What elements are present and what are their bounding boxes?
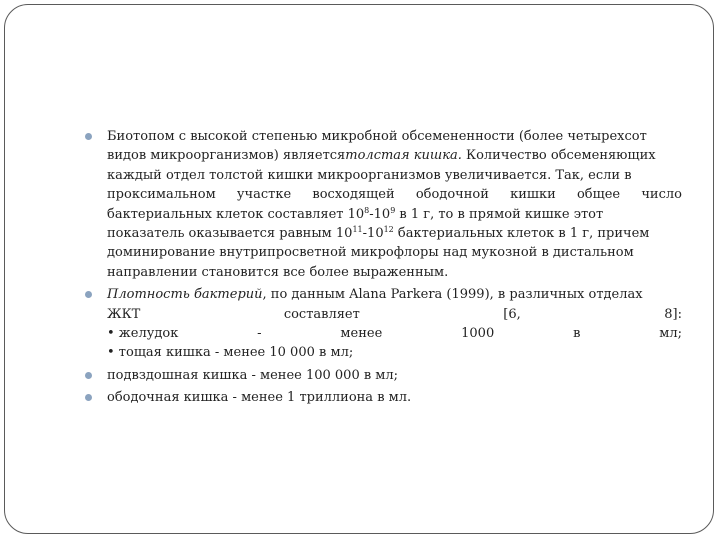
word: мл;	[659, 326, 682, 342]
superscript: 12	[383, 225, 394, 235]
bullet-item-biotope	[85, 127, 682, 282]
text-line: • тощая кишка - менее 10 000 в мл;	[107, 345, 354, 361]
superscript: 11	[352, 225, 363, 235]
word: общее	[576, 187, 621, 203]
text-line-justified	[107, 305, 682, 324]
word: восходящей	[312, 187, 395, 203]
slide-frame	[4, 4, 714, 534]
text-line-justified	[107, 185, 682, 204]
text-line: подвздошная кишка - менее 100 000 в мл;	[107, 367, 399, 383]
text-line: доминирование внутрипросветной микрофлоры над мукозной в дистальном	[107, 245, 634, 261]
word: менее	[340, 326, 383, 342]
word: кишки	[510, 187, 556, 203]
word: участке	[236, 187, 292, 203]
text-line: направлении становится все более выраженным.	[107, 264, 449, 280]
text-span: видов микроорганизмов) является	[107, 148, 346, 164]
bullet-marker	[85, 394, 92, 401]
bullet-item-ileum	[85, 366, 682, 385]
word: -	[257, 326, 262, 342]
paragraph-ileum	[107, 366, 682, 385]
paragraph-biotope	[107, 127, 682, 282]
paragraph-colon	[107, 388, 682, 407]
text-span: бактериальных клеток составляет 10	[107, 206, 365, 222]
slide-content	[85, 127, 682, 411]
bullet-marker	[85, 291, 92, 298]
text-line: Биотопом с высокой степенью микробной обсемененности (более четырехсот	[107, 129, 647, 144]
word: ободочной	[415, 187, 489, 203]
text-span: Количество обсеменяющих	[461, 148, 656, 164]
text-line	[107, 146, 682, 165]
word: составляет	[283, 306, 360, 322]
text-span: , по данным Alana Parkera (1999), в различных отделах	[262, 287, 643, 303]
bullet-marker	[85, 133, 92, 140]
word: ЖКТ	[107, 306, 141, 322]
text-span: показатель оказывается равным 10	[107, 226, 353, 242]
text-line: каждый отдел толстой кишки микроорганизмов увеличивается. Так, если в	[107, 167, 632, 183]
word: число	[641, 187, 682, 203]
text-line: ободочная кишка - менее 1 триллиона в мл.	[107, 390, 412, 406]
emphasis-text: Плотность бактерий	[107, 287, 263, 303]
text-line	[107, 224, 682, 243]
bullet-marker	[85, 372, 92, 379]
word: [6,	[503, 306, 521, 322]
word: 8]:	[664, 306, 682, 322]
emphasis-text: толстая кишка.	[345, 148, 462, 164]
word: • желудок	[107, 326, 179, 342]
text-span: в 1 г, то в прямой кишке этот	[395, 206, 604, 222]
superscript: 8	[364, 205, 370, 215]
bullet-item-colon	[85, 388, 682, 407]
text-span: -10	[362, 226, 384, 242]
superscript: 9	[390, 205, 396, 215]
text-line	[107, 285, 682, 304]
text-span: -10	[369, 206, 391, 222]
word: в	[573, 326, 581, 342]
paragraph-density	[107, 285, 682, 363]
word: проксимальном	[107, 187, 216, 203]
word: 1000	[461, 326, 495, 342]
text-line-justified	[107, 324, 682, 343]
bullet-item-density	[85, 285, 682, 363]
text-line	[107, 205, 682, 224]
text-span: бактериальных клеток в 1 г, причем	[393, 226, 650, 242]
